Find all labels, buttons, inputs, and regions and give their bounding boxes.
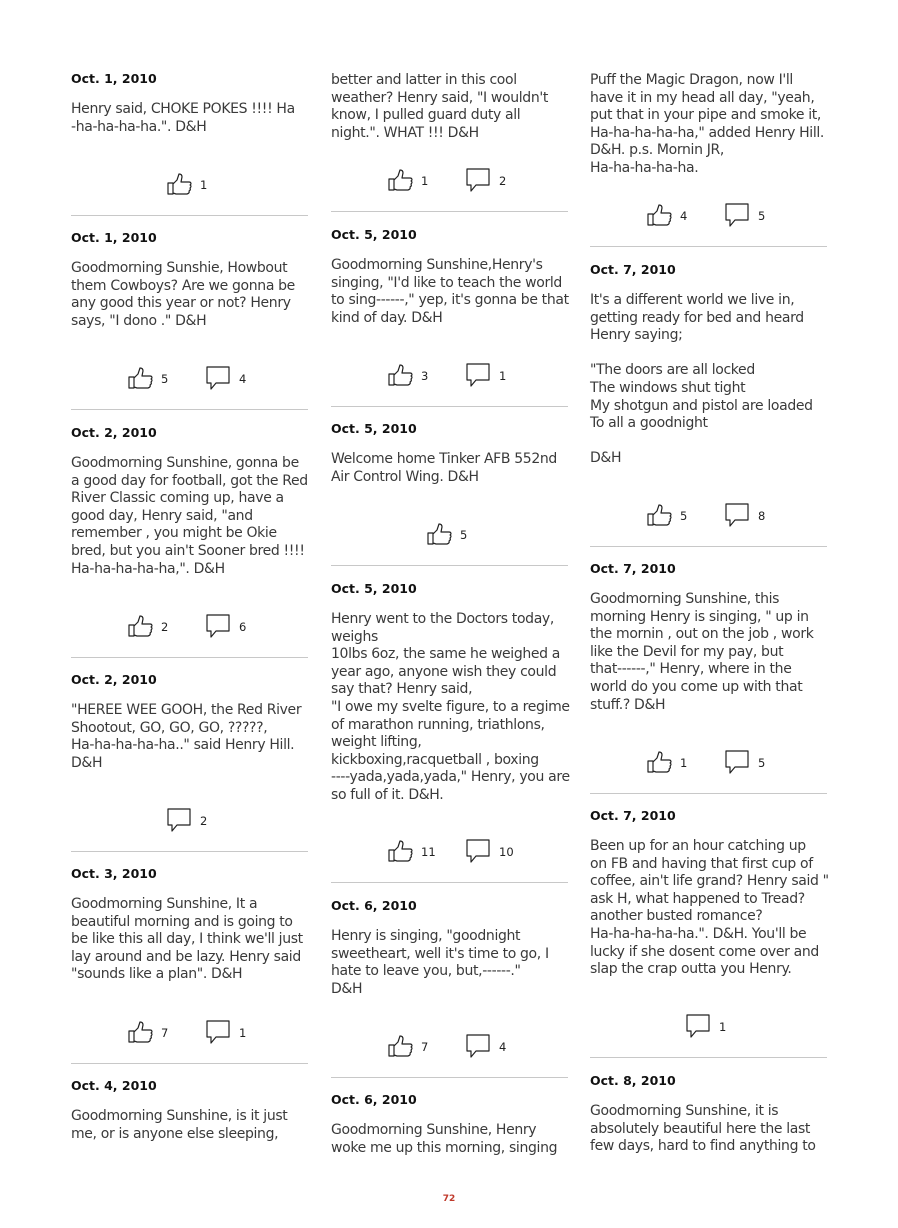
comment-count-value: 4 (499, 1040, 507, 1054)
thumbs-up-icon (126, 612, 154, 640)
post-divider (590, 246, 827, 247)
post-text: Henry is singing, "goodnight sweetheart, well it's time to go, I hate to leave you, but,------." D&H (331, 928, 549, 997)
like-count-value: 5 (460, 528, 468, 542)
like-count-value: 3 (421, 369, 429, 383)
comment-bubble-icon (723, 501, 751, 529)
comment-count-value: 2 (499, 174, 507, 188)
like-count-value: 5 (680, 509, 688, 523)
comment-count-value: 1 (499, 369, 507, 383)
comment-count-value: 8 (758, 509, 766, 523)
post-date: Oct. 3, 2010 (71, 866, 157, 881)
comment-bubble-icon (464, 837, 492, 865)
post-text: Goodmorning Sunshie, Howbout them Cowboys? Are we gonna be any good this year or not? Henry says, "I dono ." D&H (71, 260, 295, 329)
thumbs-up-icon (425, 520, 453, 548)
thumbs-up-icon (386, 1032, 414, 1060)
like-count-value: 7 (421, 1040, 429, 1054)
thumbs-up-icon (645, 201, 673, 229)
like-count-value: 4 (680, 209, 688, 223)
post-reactions (590, 1012, 827, 1040)
comment-count-value: 1 (239, 1026, 247, 1040)
comment-count-value: 5 (758, 209, 766, 223)
comment-bubble-icon (165, 806, 193, 834)
post-divider (71, 657, 308, 658)
post-reactions (331, 837, 568, 865)
comment-count-value: 6 (239, 620, 247, 634)
post-date: Oct. 5, 2010 (331, 227, 417, 242)
comment-bubble-icon (684, 1012, 712, 1040)
post-divider (331, 882, 568, 883)
post-reactions (590, 501, 827, 529)
comment-count-value: 5 (758, 756, 766, 770)
post-text: Goodmorning Sunshine, It a beautiful morning and is going to be like this all day, I think we'll just lay around and be lazy. Henry said "sounds like a plan". D&H (71, 896, 303, 983)
post-divider (71, 409, 308, 410)
post-divider (71, 215, 308, 216)
comment-count-value: 1 (719, 1020, 727, 1034)
comment-bubble-icon (723, 748, 751, 776)
post-divider (590, 1057, 827, 1058)
post-reactions (331, 361, 568, 389)
post-reactions (331, 520, 568, 548)
post-date: Oct. 6, 2010 (331, 1092, 417, 1107)
comment-bubble-icon (204, 364, 232, 392)
post-text: Goodmorning Sunshine, this morning Henry is singing, " up in the mornin , out on the job , work like the Devil for my pay, but that------," Henry, where in the world do you come up with that stuff.? D&H (590, 591, 814, 713)
post-reactions (71, 806, 308, 834)
post-date: Oct. 8, 2010 (590, 1073, 676, 1088)
post-date: Oct. 4, 2010 (71, 1078, 157, 1093)
thumbs-up-icon (386, 166, 414, 194)
comment-bubble-icon (723, 201, 751, 229)
thumbs-up-icon (126, 1018, 154, 1046)
post-text: It's a different world we live in, getting ready for bed and heard Henry saying; "The doors are all locked The windows shut tight My shotgun and pistol are loaded To all a goodnight D&H (590, 292, 813, 467)
post-text: Henry said, CHOKE POKES !!!! Ha -ha-ha-ha-ha.". D&H (71, 101, 295, 135)
like-count-value: 5 (161, 372, 169, 386)
post-reactions (590, 201, 827, 229)
post-date: Oct. 7, 2010 (590, 561, 676, 576)
post-divider (331, 1077, 568, 1078)
post-divider (331, 565, 568, 566)
like-count-value: 1 (680, 756, 688, 770)
like-count-value: 1 (200, 178, 208, 192)
post-date: Oct. 2, 2010 (71, 425, 157, 440)
post-text: Goodmorning Sunshine, it is absolutely beautiful here the last few days, hard to find anything to (590, 1103, 816, 1155)
post-reactions (71, 170, 308, 198)
post-text: Goodmorning Sunshine, is it just me, or is anyone else sleeping, (71, 1108, 288, 1142)
comment-count-value: 2 (200, 814, 208, 828)
comment-count-value: 10 (499, 845, 514, 859)
post-divider (331, 406, 568, 407)
thumbs-up-icon (126, 364, 154, 392)
post-date: Oct. 7, 2010 (590, 262, 676, 277)
post-reactions (331, 1032, 568, 1060)
post-date: Oct. 5, 2010 (331, 581, 417, 596)
comment-bubble-icon (204, 1018, 232, 1046)
comment-bubble-icon (204, 612, 232, 640)
post-date: Oct. 1, 2010 (71, 230, 157, 245)
thumbs-up-icon (645, 501, 673, 529)
like-count-value: 11 (421, 845, 436, 859)
post-reactions (71, 1018, 308, 1046)
post-text: Goodmorning Sunshine,Henry's singing, "I'd like to teach the world to sing------," yep, it's gonna be that kind of day. D&H (331, 257, 569, 326)
post-date: Oct. 1, 2010 (71, 71, 157, 86)
post-text: better and latter in this cool weather? Henry said, "I wouldn't know, I pulled guard duty all night.". WHAT !!! D&H (331, 72, 549, 141)
post-date: Oct. 2, 2010 (71, 672, 157, 687)
like-count-value: 7 (161, 1026, 169, 1040)
comment-count-value: 4 (239, 372, 247, 386)
post-text: Goodmorning Sunshine, Henry woke me up this morning, singing (331, 1122, 558, 1156)
comment-bubble-icon (464, 1032, 492, 1060)
post-divider (71, 1063, 308, 1064)
post-text: Been up for an hour catching up on FB and having that first cup of coffee, ain't life grand? Henry said " ask H, what happened to Tread? another busted romance? Ha-ha-ha-ha-ha.". D&H. You'll be lucky if she dosent come over and slap the crap outta you Henry. (590, 838, 829, 978)
post-divider (71, 851, 308, 852)
thumbs-up-icon (165, 170, 193, 198)
post-text: Puff the Magic Dragon, now I'll have it in my head all day, "yeah, put that in your pipe and smoke it, Ha-ha-ha-ha-ha," added Henry Hill. D&H. p.s. Mornin JR, Ha-ha-ha-ha-ha. (590, 72, 825, 176)
thumbs-up-icon (645, 748, 673, 776)
like-count-value: 1 (421, 174, 429, 188)
post-text: Henry went to the Doctors today, weighs 10lbs 6oz, the same he weighed a year ago, anyone wish they could say that? Henry said, "I owe my svelte figure, to a regime of marathon running, triathlons, weight lifting, kickboxing,racquetball , boxing ----yada,yada,yada," Henry, you are so full of it. D&H. (331, 611, 570, 803)
post-divider (590, 546, 827, 547)
comment-bubble-icon (464, 166, 492, 194)
page-number: 72 (442, 1194, 456, 1204)
post-divider (590, 793, 827, 794)
thumbs-up-icon (386, 361, 414, 389)
post-date: Oct. 5, 2010 (331, 421, 417, 436)
post-reactions (331, 166, 568, 194)
comment-bubble-icon (464, 361, 492, 389)
post-text: "HEREE WEE GOOH, the Red River Shootout, GO, GO, GO, ?????, Ha-ha-ha-ha-ha.." said Henry Hill. D&H (71, 702, 302, 771)
post-text: Goodmorning Sunshine, gonna be a good day for football, got the Red River Classic coming up, have a good day, Henry said, "and remember , you might be Okie bred, but you ain't Sooner bred !!!! Ha-ha-ha-ha-ha,". D&H (71, 455, 308, 577)
post-date: Oct. 7, 2010 (590, 808, 676, 823)
post-reactions (71, 612, 308, 640)
post-date: Oct. 6, 2010 (331, 898, 417, 913)
post-divider (331, 211, 568, 212)
like-count-value: 2 (161, 620, 169, 634)
post-reactions (71, 364, 308, 392)
post-reactions (590, 748, 827, 776)
thumbs-up-icon (386, 837, 414, 865)
post-text: Welcome home Tinker AFB 552nd Air Control Wing. D&H (331, 451, 557, 485)
